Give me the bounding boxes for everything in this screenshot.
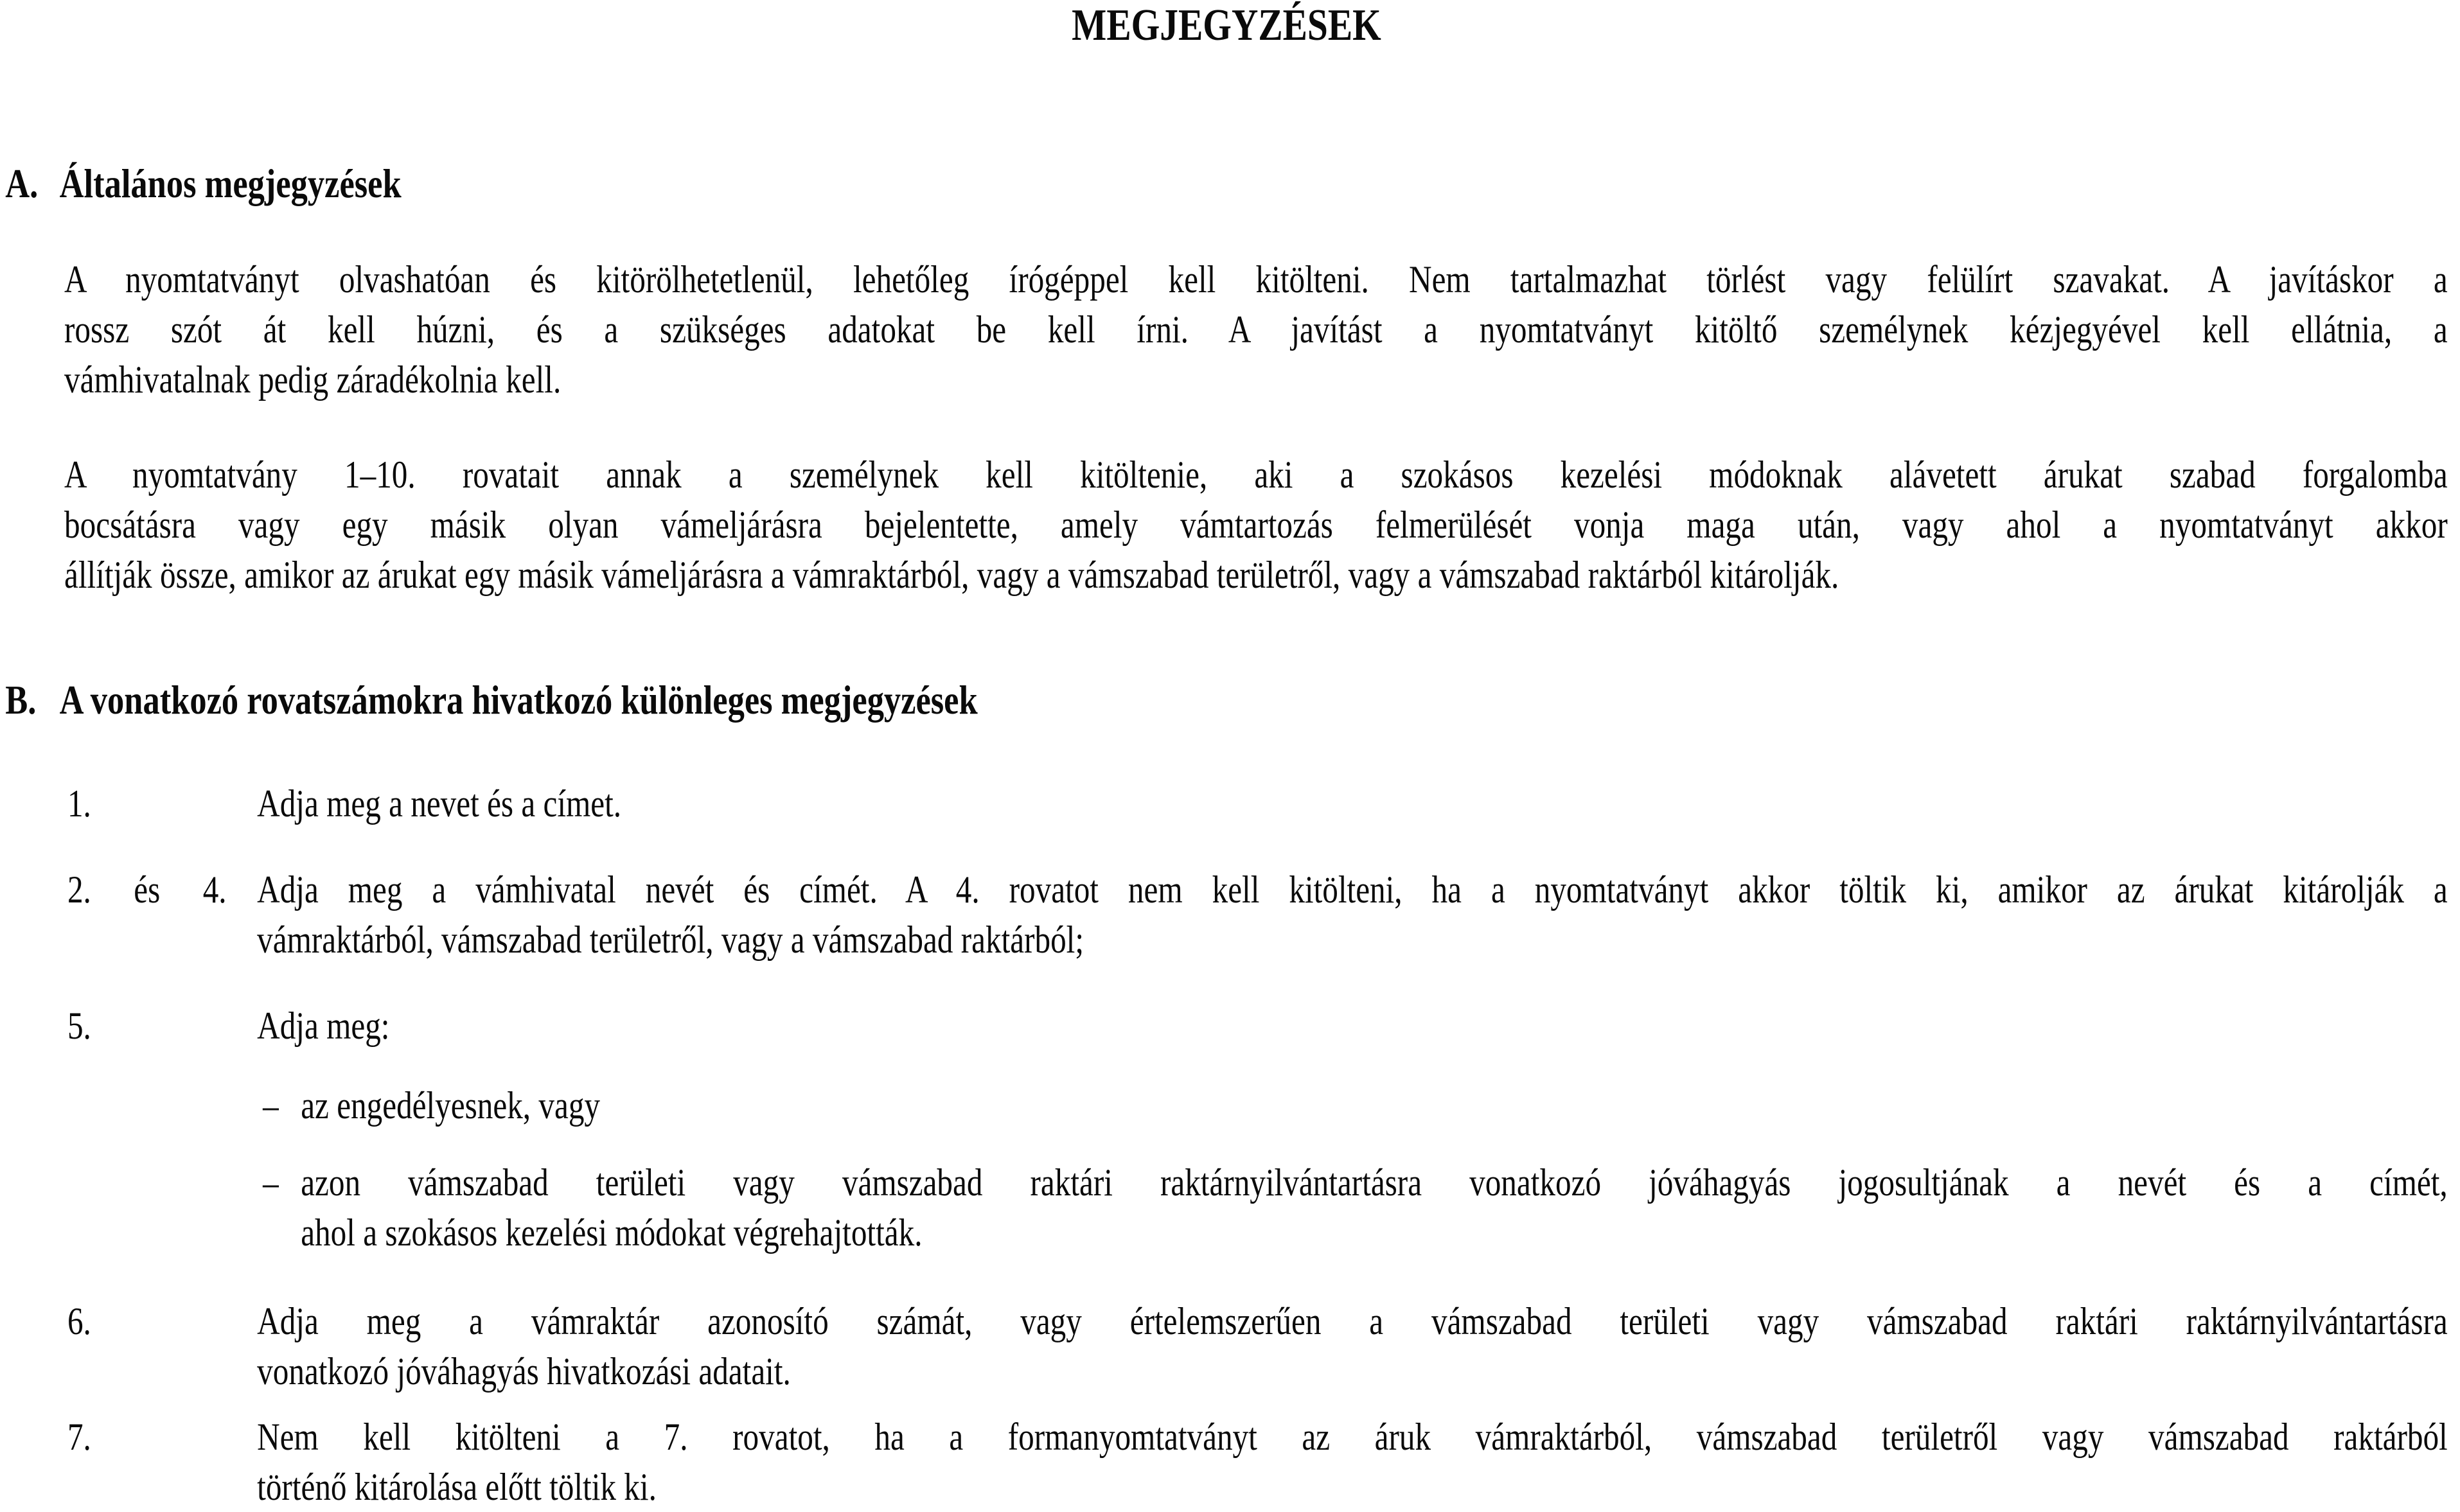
notes-list <box>5 778 2448 1512</box>
text-line: rossz szót át kell húzni, és a szükséges adatokat be kell írni. A javítást a nyomtatványt kitöltő személynek kézjegyével kell ellátnia, a <box>64 308 2448 351</box>
list-item-7-number: 7. <box>67 1416 91 1458</box>
text-line: Adja meg a vámraktár azonosító számát, vagy értelemszerűen a vámszabad területi vagy vámszabad raktári raktárnyilvántartásra <box>257 1300 2448 1342</box>
list-item-5-body <box>257 1001 2448 1258</box>
text-line: bocsátásra vagy egy másik olyan vámeljárásra bejelentette, amely vámtartozás felmerülését vonja maga után, vagy ahol a nyomtatványt akkor <box>64 504 2448 546</box>
list-item-7 <box>67 1412 2448 1512</box>
section-a <box>5 158 2448 600</box>
bullet-item-2 <box>257 1157 2448 1258</box>
list-item-1 <box>67 778 2448 829</box>
section-b <box>5 674 2448 1512</box>
text-line: Adja meg a nevet és a címet. <box>257 782 622 825</box>
list-item-1-number: 1. <box>67 782 91 825</box>
document-title: MEGJEGYZÉSEK <box>1072 1 1381 50</box>
list-item-6-text <box>257 1296 2448 1396</box>
section-a-heading-text: Általános megjegyzések <box>59 161 402 206</box>
text-line: A nyomtatványt olvashatóan és kitörölhetetlenül, lehetőleg írógéppel kell kitölteni. Nem tartalmazhat törlést vagy felülírt szavakat. A javításkor a <box>64 258 2448 301</box>
list-item-5 <box>67 1001 2448 1258</box>
list-item-2-and-4-text <box>257 865 2448 965</box>
text-line: azon vámszabad területi vagy vámszabad raktári raktárnyilvántartásra vonatkozó jóváhagyás jogosultjának a nevét és a címét, <box>301 1161 2448 1204</box>
text-line: A nyomtatvány 1–10. rovatait annak a személynek kell kitöltenie, aki a szokásos kezelési módoknak alávetett árukat szabad forgalomba <box>64 453 2448 496</box>
list-item-1-text <box>257 778 2448 829</box>
section-a-letter: A. <box>5 161 39 206</box>
list-item-5-number: 5. <box>67 1005 91 1047</box>
list-item-5-text <box>257 1001 2448 1051</box>
list-item-7-text <box>257 1412 2448 1512</box>
paragraph-general-1 <box>5 254 2448 405</box>
dash-bullet-icon: – <box>263 1161 279 1204</box>
section-b-heading <box>5 674 2448 726</box>
section-a-heading <box>5 158 2448 209</box>
section-b-heading-text: A vonatkozó rovatszámokra hivatkozó különleges megjegyzések <box>59 677 978 723</box>
section-b-letter: B. <box>5 677 37 723</box>
text-line: Nem kell kitölteni a 7. rovatot, ha a formanyomtatványt az áruk vámraktárból, vámszabad területről vagy vámszabad raktárból <box>257 1416 2448 1458</box>
text-line: vonatkozó jóváhagyás hivatkozási adatait. <box>257 1350 791 1393</box>
text-line: vámhivatalnak pedig záradékolnia kell. <box>64 358 562 401</box>
text-line: Adja meg: <box>257 1005 390 1047</box>
text-line: az engedélyesnek, vagy <box>301 1084 601 1127</box>
paragraph-general-2 <box>5 450 2448 600</box>
text-line: vámraktárból, vámszabad területről, vagy a vámszabad raktárból; <box>257 919 1084 961</box>
text-line: történő kitárolása előtt töltik ki. <box>257 1466 657 1508</box>
list-item-6-number: 6. <box>67 1300 91 1342</box>
list-item-6 <box>67 1296 2448 1396</box>
dash-bullet-icon: – <box>263 1084 279 1127</box>
text-line: állítják össze, amikor az árukat egy másik vámeljárásra a vámraktárból, vagy a vámszabad területről, vagy a vámszabad raktárból kitárolják. <box>64 554 1839 596</box>
text-line: Adja meg a vámhivatal nevét és címét. A 4. rovatot nem kell kitölteni, ha a nyomtatványt akkor töltik ki, amikor az árukat kitárolják a <box>257 868 2448 911</box>
list-item-2-and-4 <box>67 865 2448 965</box>
text-line: ahol a szokásos kezelési módokat végrehajtották. <box>301 1211 923 1254</box>
bullet-item-1-text <box>301 1080 2448 1130</box>
bullet-item-1 <box>257 1080 2448 1130</box>
list-item-2-and-4-number: 2. és 4. <box>67 868 227 911</box>
bullet-item-2-text <box>301 1157 2448 1258</box>
list-item-5-bullets <box>257 1080 2448 1258</box>
